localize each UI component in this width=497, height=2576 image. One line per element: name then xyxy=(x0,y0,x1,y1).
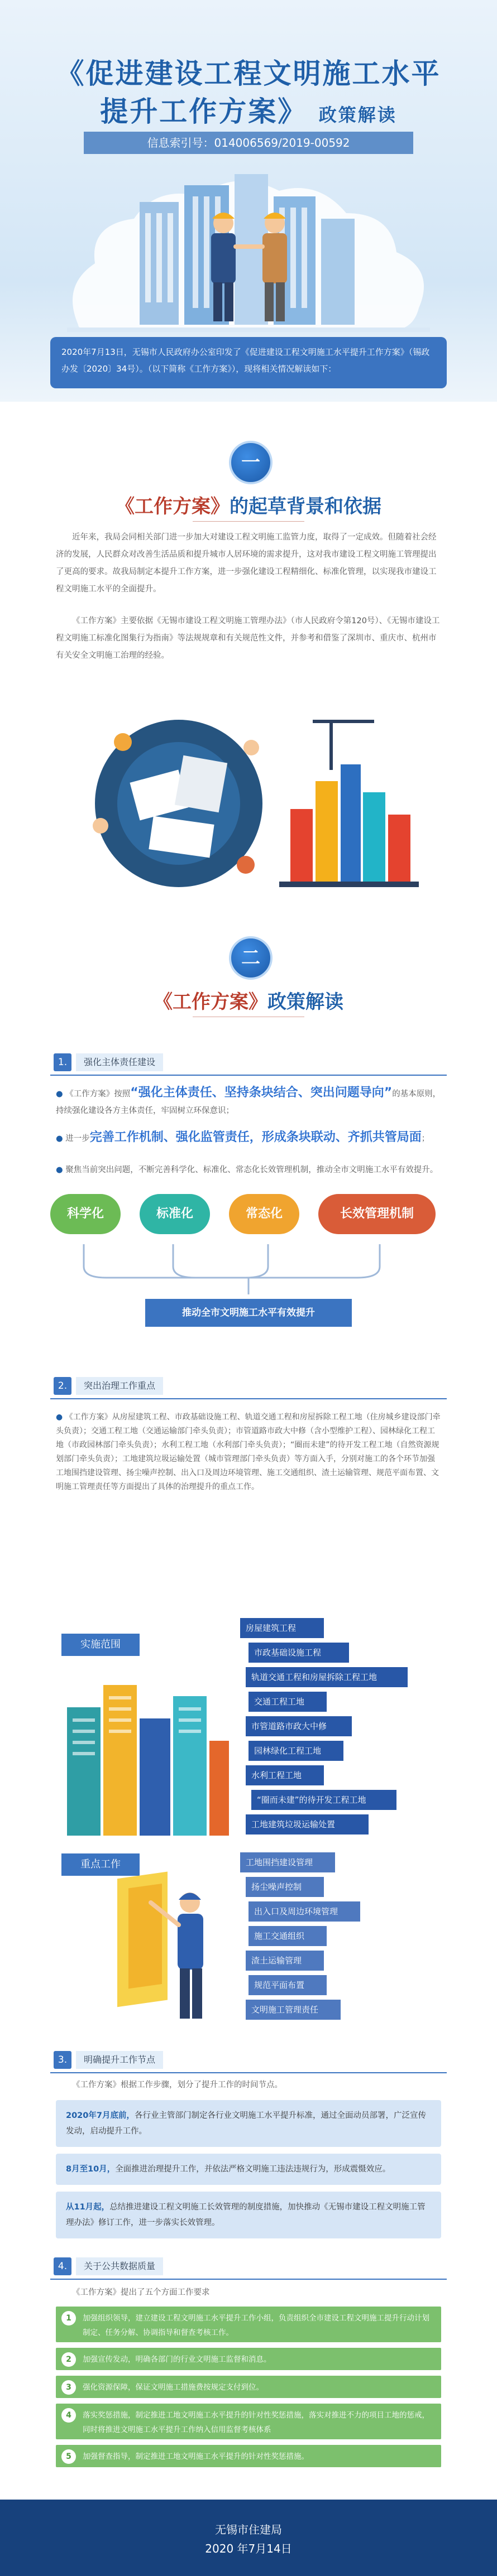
requirement-number: 4 xyxy=(61,2408,76,2423)
focus-item: 扬尘噪声控制 xyxy=(246,1877,324,1897)
item2-number: 2. xyxy=(54,1377,71,1395)
item2-header xyxy=(50,1373,447,1399)
timeline-note-date: 从11月起， xyxy=(66,2203,110,2212)
item1-text-b-highlight: 完善工作机制、强化监管责任，形成条块联动、齐抓共管局面 xyxy=(89,1130,422,1144)
requirement-row xyxy=(56,2348,441,2370)
arrows-graphic xyxy=(67,1244,430,1294)
timeline-note-text: 各行业主管部门制定各行业文明施工水平提升标准，通过全面动员部署，广泛宣传发动，启动提升工作。 xyxy=(66,2111,426,2136)
bullet-icon: ● xyxy=(56,1090,63,1099)
index-number: 信息索引号：014006569/2019-00592 xyxy=(84,132,413,154)
section2-medal: 二 xyxy=(229,936,273,980)
focus-item: 施工交通组织 xyxy=(248,1926,327,1946)
hero-illustration xyxy=(56,163,441,336)
intro-box: 2020年7月13日，无锡市人民政府办公室印发了《促进建设工程文明施工水平提升工作方案》（锡政办发〔2020〕34号）。（以下简称《工作方案》），现将相关情况解读如下： xyxy=(50,337,447,388)
bullet-icon: ● xyxy=(56,1134,63,1143)
item1-text-a xyxy=(56,1085,441,1119)
timeline-note xyxy=(56,2192,441,2238)
timeline-note-date: 8月至10月， xyxy=(66,2165,116,2174)
footer-date: 2020 年7月14日 xyxy=(205,2542,292,2555)
item1-text-b-start: 进一步 xyxy=(65,1134,90,1143)
timeline-note xyxy=(56,2100,441,2147)
item4-number: 4. xyxy=(54,2257,71,2275)
requirement-number: 5 xyxy=(61,2449,76,2464)
item1-number: 1. xyxy=(54,1053,71,1071)
section1-title-part2: 的起草背景和依据 xyxy=(230,495,381,518)
item1-text-b-end: ； xyxy=(421,1134,430,1143)
requirement-row xyxy=(56,2376,441,2398)
item3-number: 3. xyxy=(54,2051,71,2069)
scope-item: “圈而未建”的待开发工程工地 xyxy=(251,1790,396,1810)
section2-title-part1: 《工作方案》 xyxy=(154,991,267,1013)
requirement-row xyxy=(56,2445,441,2467)
title-line2-main: 提升工作方案》 xyxy=(100,95,308,128)
focus-item: 渣土运输管理 xyxy=(246,1951,324,1971)
section1-rule xyxy=(193,521,304,522)
planning-illustration xyxy=(67,697,436,909)
requirement-row xyxy=(56,2404,441,2439)
item3-label: 明确提升工作节点 xyxy=(76,2051,163,2069)
requirement-text: 加强组织领导，建立建设工程文明施工水平提升工作小组，负责组织全市建设工程文明施工提升行动计划制定、任务分解、协调指导和督查考核工作。 xyxy=(83,2314,429,2337)
item1-text-c xyxy=(56,1163,441,1177)
item1-text-a-start: 《工作方案》按照 xyxy=(65,1090,131,1099)
item2-text-body: 《工作方案》从房屋建筑工程、市政基础设施工程、轨道交通工程和房屋拆除工程工地（住房城乡建设部门牵头负责）；交通工程工地（交通运输部门牵头负责）；市管道路市政大中修（含小型维护工程）、园林绿化工程工地（市政园林部门牵头负责）；水利工程工地（水利部门牵头负责）；“圈而未建”的待开发工程工地（自然资源规划部门牵头负责）；工地建筑垃圾运输处置（城市管理部门牵头负责）等方面入手，分别对施工的各个环节加强工地围挡建设管理、扬尘噪声控制、出入口及周边环境管理、施工交通组织、渣土运输管理、规范平面布置、文明施工管理责任等方面提出了具体的治理提升的重点工作。 xyxy=(56,1413,441,1491)
requirement-text: 落实奖惩措施，制定推进工地文明施工水平提升的针对性奖惩措施，落实对推进不力的项目工地的惩戒，同时将推进文明施工水平提升工作纳入信用监督考核体系 xyxy=(83,2411,429,2434)
scope-item: 交通工程工地 xyxy=(248,1692,327,1712)
title-line1: 《促进建设工程文明施工水平 xyxy=(56,57,441,90)
timeline-note xyxy=(56,2154,441,2185)
section2-title-part2: 政策解读 xyxy=(267,991,343,1013)
pill-standard: 标准化 xyxy=(140,1194,210,1234)
title-suffix: 政策解读 xyxy=(318,104,397,126)
section2-title xyxy=(0,986,497,1014)
scope-item: 市政基础设施工程 xyxy=(248,1643,349,1663)
requirement-text: 加强宣传发动，明确各部门的行业文明施工监督和消息。 xyxy=(83,2355,271,2364)
focus-item: 出入口及周边环境管理 xyxy=(248,1901,360,1922)
timeline-note-text: 全面推进治理提升工作，并依法严格文明施工违法违规行为，形成震慑效应。 xyxy=(115,2165,391,2174)
focus-item: 文明施工管理责任 xyxy=(246,2000,341,2020)
focus-item: 规范平面布置 xyxy=(248,1975,327,1995)
section1-para2: 《工作方案》主要依据《无锡市建设工程文明施工管理办法》（市人民政府令第120号）、《无锡市建设工程文明施工标准化图集行为指南》等法规规章和有关规范性文件，并参考和借鉴了深圳市、重庆市、杭州市有关安全文明施工治理的经验。 xyxy=(56,617,440,660)
scope-item: 轨道交通工程和房屋拆除工程工地 xyxy=(246,1667,408,1687)
footer-org: 无锡市住建局 xyxy=(215,2523,282,2536)
item1-header xyxy=(50,1049,447,1076)
focus-label: 重点工作 xyxy=(61,1853,140,1876)
item2-label: 突出治理工作重点 xyxy=(76,1377,163,1395)
requirement-row xyxy=(56,2307,441,2342)
requirement-text: 强化资源保障，保证文明施工措施费按规定支付到位。 xyxy=(83,2383,264,2392)
requirement-number: 1 xyxy=(61,2311,76,2325)
item1-text-b xyxy=(56,1129,441,1147)
requirement-number: 3 xyxy=(61,2380,76,2395)
scope-item: 市管道路市政大中修 xyxy=(246,1716,352,1736)
item1-label: 强化主体责任建设 xyxy=(76,1053,163,1071)
timeline-note-date: 2020年7月底前， xyxy=(66,2111,135,2120)
item1-text-c-body: 聚焦当前突出问题，不断完善科学化、标准化、常态化长效管理机制，推动全市文明施工水平有效提升。 xyxy=(65,1166,438,1174)
item1-text-a-end: 的基本原则，持续强化建设各方主体责任，牢固树立环保意识； xyxy=(56,1090,441,1115)
section1-para1: 近年来，我局会同相关部门进一步加大对建设工程文明施工监管力度，取得了一定成效。但随着社会经济的发展，人民群众对改善生活品质和提升城市人居环境的需求提升，这对我市建设工程文明施工管理提出了更高的要求。故我局制定本提升工作方案，进一步强化建设工程精细化、标准化管理，以实现我市建设工程文明施工水平的全面提升。 xyxy=(56,533,437,594)
goal-banner: 推动全市文明施工水平有效提升 xyxy=(145,1299,352,1327)
requirement-number: 2 xyxy=(61,2352,76,2367)
requirement-text: 加强督查指导，制定推进工地文明施工水平提升的针对性奖惩措施。 xyxy=(83,2452,309,2461)
scope-label: 实施范围 xyxy=(61,1634,140,1656)
pill-long-term: 长效管理机制 xyxy=(318,1194,436,1234)
title-line2 xyxy=(0,89,497,129)
item3-text: 《工作方案》根据工作步骤，划分了提升工作的时间节点。 xyxy=(72,2081,283,2089)
scope-item: 水利工程工地 xyxy=(246,1765,324,1785)
item2-text xyxy=(56,1410,441,1494)
scope-item: 园林绿化工程工地 xyxy=(248,1741,343,1761)
item4-label: 关于公共数据质量 xyxy=(76,2257,163,2275)
scope-item: 房屋建筑工程 xyxy=(240,1618,324,1638)
pill-normal: 常态化 xyxy=(229,1194,299,1234)
focus-item: 工地围挡建设管理 xyxy=(240,1852,335,1872)
section1-medal: 一 xyxy=(229,441,273,484)
hero-banner xyxy=(0,0,497,402)
pill-scientific: 科学化 xyxy=(50,1194,121,1234)
item1-text-a-highlight: “强化主体责任、坚持条块结合、突出问题导向” xyxy=(130,1086,393,1100)
timeline-note-text: 总结推进建设工程文明施工长效管理的制度措施，加快推动《无锡市建设工程文明施工管理办法》修订工作，进一步落实长效管理。 xyxy=(66,2203,426,2227)
scope-item: 工地建筑垃圾运输处置 xyxy=(246,1814,369,1835)
city-buildings-illustration xyxy=(61,1668,229,1836)
footer xyxy=(0,2500,497,2576)
section1-title xyxy=(0,491,497,518)
item3-header xyxy=(50,2047,447,2073)
bullet-icon: ● xyxy=(56,1166,63,1174)
item4-header xyxy=(50,2253,447,2280)
bullet-icon: ● xyxy=(56,1413,63,1422)
painter-illustration xyxy=(106,1869,223,2031)
section1-title-part1: 《工作方案》 xyxy=(116,495,230,518)
item4-text: 《工作方案》提出了五个方面工作要求 xyxy=(72,2288,210,2297)
